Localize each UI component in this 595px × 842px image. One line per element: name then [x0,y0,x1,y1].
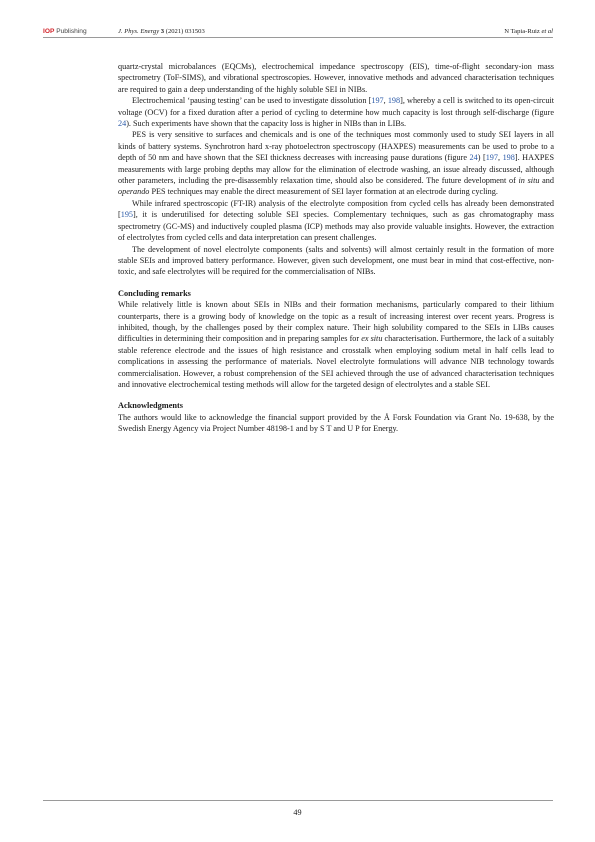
citation-link[interactable]: 197 [371,96,384,106]
section-heading-concluding: Concluding remarks [118,288,191,298]
citation-link[interactable]: 197 [485,153,498,163]
italic-term: operando [118,187,150,197]
paragraph-5: The development of novel electrolyte components (salts and solvents) will almost certainly result in the formation of more stable SEIs and improved battery performance. However, given such development, one must bear in mind that cost-effective, non-toxic, and safe electrolytes will be required for the commercialisation of NIBs. [118,244,554,277]
text-run: While relatively little is known about SEIs in NIBs and their formation mechanisms, particularly compared to their lithium counterparts, there is a growing body of knowledge on the topic as a result of increasing interest over recent years. Progress is inhibited, though, by the challenges posed by their complex nature. Their high solubility compared to the SEIs in LIBs causes difficulties in determining their composition and in preparing samples for [118,300,554,344]
paragraph-1: quartz-crystal microbalances (EQCMs), electrochemical impedance spectroscopy (EIS), time-of-flight secondary-ion mass spectrometry (ToF-SIMS), and vibrational spectroscopies. However, innovative methods and advanced characterisation techniques are required to gain a deep understanding of the highly soluble SEI in NIBs. [118,62,554,94]
text-run: PES is very sensitive to surfaces and chemicals and is one of the techniques most commonly used to study SEI layers in all kinds of battery systems. Synchrotron hard x-ray photoelectron spectroscopy (HAXPES) measurements can be used to probe to a depth of 50 nm and have shown that the SEI thickness decreases with increasing pause durations (figure [118,130,554,163]
text-run: While infrared spectroscopic (FT-IR) analysis of the electrolyte composition from cycled cells has already been demonstrated [ [118,198,554,220]
text-run: ], it is underutilised for detecting soluble SEI species. Complementary techniques, such as gas chromatography mass spectrometry (GC-MS) and inductively coupled plasma (ICP) methods may also provide valuable insights. However, the extraction of electrolytes from cycled cells and data interpretation can present challenges. [118,210,554,243]
running-author [504,26,553,37]
citation-link[interactable]: 195 [120,210,134,220]
acknowledgments-paragraph: The authors would like to acknowledge the financial support provided by the Å Forsk Foundation via Grant No. 19-638, by the Swedish Energy Agency via Project Number 48198-1 and by S T and U P for Energy. [118,412,554,434]
italic-term: ex situ [361,334,383,344]
journal-name: J. Phys. Energy [118,28,160,35]
main-content [118,61,554,435]
journal-year-article: (2021) 031503 [165,28,205,35]
text-run: characterisation. Furthermore, the lack of a suitably stable reference electrode and the issues of high resistance and crosstalk when employing sodium metal in half cells lead to complications in assessing the performance of materials. Novel electrolyte formulations will advance NIB technology towards commercialisation. However, a robust comprehension of the SEI achieved through the use of advanced characterisation techniques and innovative electrochemical testing methods will allow for the targeted design of electrolytes and a stable SEI. [118,334,554,389]
figure-link[interactable]: 24 [118,119,127,129]
journal-citation [118,26,205,37]
author-name: N Tapia-Ruiz [504,28,540,35]
text-run: , [497,153,503,163]
text-run: ). Such experiments have shown that the capacity loss is higher in NIBs than in LIBs. [126,119,407,129]
publisher-logo [43,26,87,37]
text-run: , [383,96,388,106]
paragraph-2 [118,95,554,129]
figure-link[interactable]: 24 [469,153,478,163]
text-run: PES techniques may enable the direct measurement of SEI layer formation at an electrode during cycling. [149,187,498,197]
paragraph-4 [118,198,554,244]
section-heading-acknowledgments: Acknowledgments [118,401,183,411]
journal-volume: 3 [160,28,165,35]
footer-divider [43,800,553,801]
publisher-word: Publishing [56,28,87,35]
text-run: and [539,176,554,186]
text-run: Electrochemical ‘pausing testing’ can be used to investigate dissolution [ [132,96,372,106]
citation-link[interactable]: 198 [387,96,401,106]
text-run: ]. HAXPES measurements with large probing depths may allow for the elimination of electrode washing, an issue already discussed, although other parameters, including the pre-disassembly relaxation time, should also be considered. The future development of [118,153,555,186]
text-run: ) [ [477,153,486,163]
text-run: ], whereby a cell is switched to its open-circuit voltage (OCV) for a fixed duration after a period of cycling to determine how much capacity is lost through self-discharge (figure [118,96,554,117]
paragraph-3 [118,129,554,197]
author-etal: et al [541,28,553,35]
running-header [43,26,553,38]
publisher-mark: IOP [43,28,55,35]
page-number: 49 [293,808,302,817]
italic-term: in situ [518,176,540,186]
concluding-paragraph [118,299,554,390]
citation-link[interactable]: 198 [502,153,515,163]
